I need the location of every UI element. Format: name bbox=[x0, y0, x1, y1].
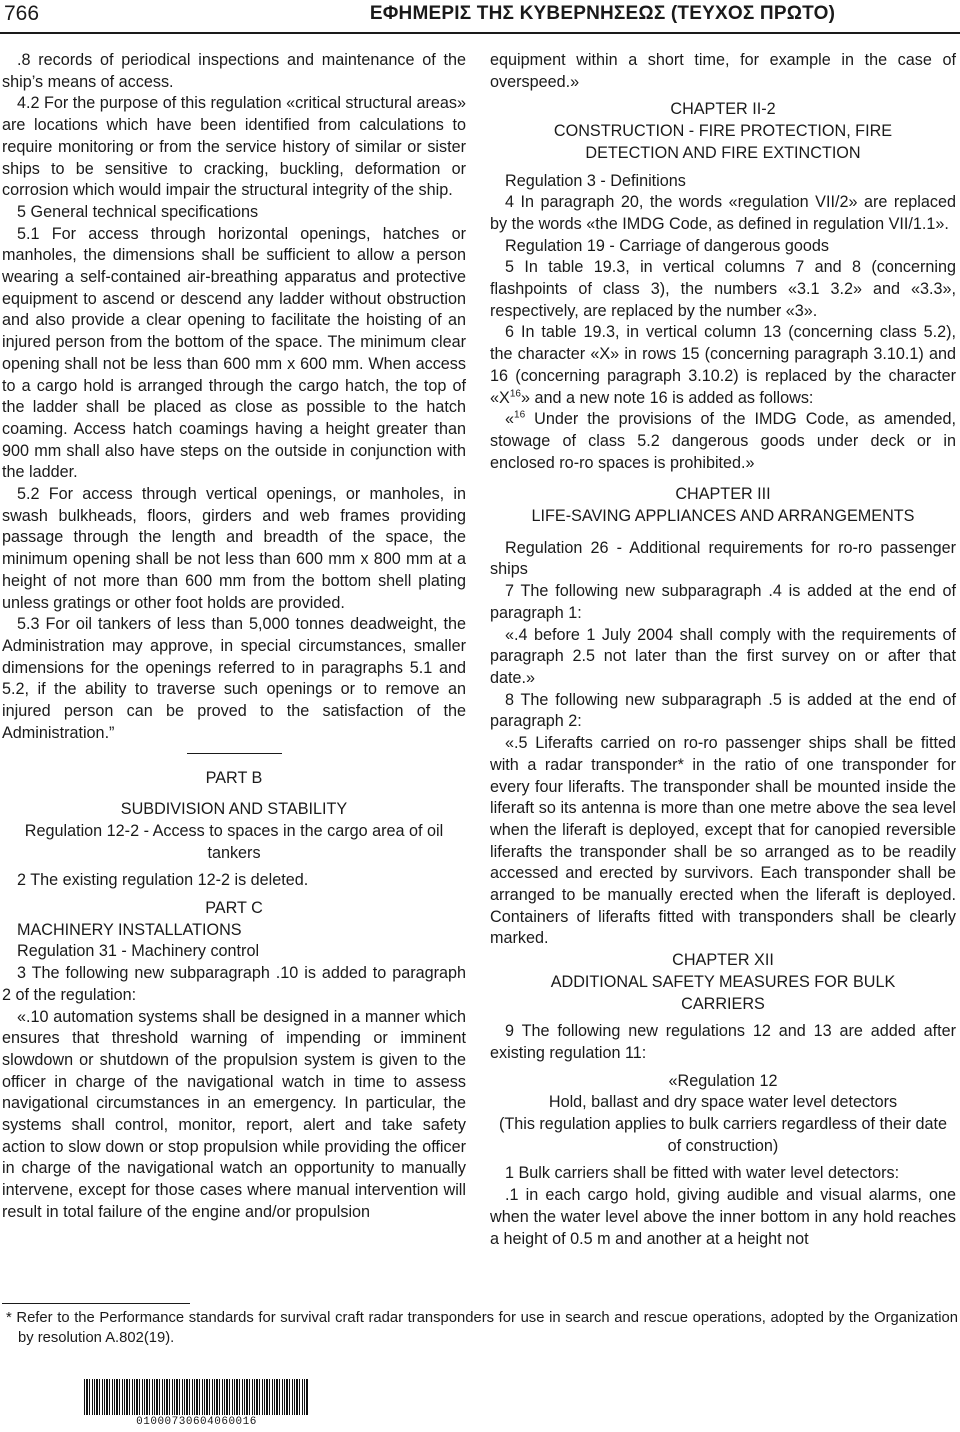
paragraph: 9 The following new regulations 12 and 13 are added after existing regulation 11: bbox=[490, 1022, 956, 1062]
regulation-heading: Regulation 3 - Definitions bbox=[505, 171, 686, 190]
footnote: * Refer to the Performance standards for survival craft radar transponders for use in search and rescue operations, adopted by the Organization by resolution A.802(19). bbox=[6, 1310, 958, 1346]
paragraph: 4 In paragraph 20, the words «regulation VII/2» are replaced by the words «the IMDG Code, as defined in regulation VII/1.1». bbox=[490, 193, 956, 233]
paragraph: 7 The following new subparagraph .4 is added at the end of paragraph 1: bbox=[490, 582, 956, 622]
paragraph: equipment within a short time, for example in the case of overspeed.» bbox=[490, 51, 956, 91]
section-heading: 5 General technical specifications bbox=[17, 202, 259, 221]
chapter-title: CONSTRUCTION - FIRE PROTECTION, FIRE DETECTION AND FIRE EXTINCTION bbox=[553, 122, 893, 162]
paragraph: «.10 automation systems shall be designed in a manner which ensures that threshold warning of impending or imminent slowdown or shutdown of the propulsion system is given to the officer in charge of the navigational watch in time to assess navigational circumstances in an emergency. In particular, the systems shall control, monitor, report, alert and take safety action to slow down or stop propulsion while providing the officer in charge of the navigational watch an opportunity to manually intervene, except for those cases where manual intervention will result in total failure of the engine and/or propulsion bbox=[2, 1007, 466, 1221]
paragraph: «.4 before 1 July 2004 shall comply with the requirements of paragraph 2.5 not later than the first survey on or after that date.» bbox=[490, 625, 956, 687]
regulation-heading: Regulation 31 - Machinery control bbox=[17, 942, 260, 961]
paragraph: 5 In table 19.3, in vertical columns 7 and 8 (concerning flashpoints of class 3), the numbers «3.1 3.2» and «3.3», respectively, are replaced by the number «3». bbox=[490, 258, 956, 320]
superscript: 16 bbox=[509, 388, 521, 400]
section-divider bbox=[187, 753, 282, 754]
header-rule bbox=[0, 32, 960, 34]
paragraph bbox=[490, 322, 956, 409]
paragraph: «.5 Liferafts carried on ro-ro passenger ships shall be fitted with a radar transponder* in the ratio of one transponder for every four liferafts. The transponder shall be mounted inside the liferaft so its antenna is more than one metre above the sea level when the liferaft is deployed, except that for canopied reversible liferafts the transponder shall be so arranged as to be readily accessed and erected by survivors. Each transponder shall be arranged to be manually erected when the liferaft is deployed. Containers of liferafts fitted with transponders shall be clearly marked. bbox=[490, 734, 956, 948]
part-title: SUBDIVISION AND STABILITY bbox=[120, 800, 348, 819]
paragraph: 1 Bulk carriers shall be fitted with water level detectors: bbox=[505, 1164, 900, 1183]
regulation-note: (This regulation applies to bulk carriers regardless of their date of construction) bbox=[498, 1115, 948, 1155]
part-heading: PART B bbox=[205, 768, 263, 787]
paragraph-text: » and a new note 16 is added as follows: bbox=[520, 388, 814, 407]
paragraph: .8 records of periodical inspections and maintenance of the ship’s means of access. bbox=[2, 51, 466, 91]
paragraph: 5.3 For oil tankers of less than 5,000 tonnes deadweight, the Administration may approve, in special circumstances, smaller dimensions for the openings referred to in paragraphs 5.1 and 5.2, if the ability to traverse such openings or to remove an injured person can be proved to the satisfaction of the Administration.” bbox=[2, 615, 466, 742]
superscript: 16 bbox=[514, 409, 526, 421]
regulation-heading: Regulation 12-2 - Access to spaces in the cargo area of oil tankers bbox=[24, 821, 444, 862]
paragraph: 5.2 For access through vertical openings, or manholes, in swash bulkheads, floors, girders and web frames providing passage through the length and breadth of the space, the minimum opening shall be not less than 600 mm x 800 mm at a height of not more than 600 mm from the bottom shell plating unless gratings or other foot holds are provided. bbox=[2, 485, 466, 612]
right-column bbox=[490, 50, 956, 1250]
paragraph-text: « bbox=[505, 410, 515, 429]
paragraph-text: Under the provisions of the IMDG Code, as amended, stowage of class 5.2 dangerous goods under deck or in enclosed ro-ro spaces is prohibited.» bbox=[490, 410, 956, 472]
paragraph: 4.2 For the purpose of this regulation «critical structural areas» are locations which have been identified from calculations to require monitoring or from the service history of similar or sister ships to be sensitive to cracking, buckling, deformation or corrosion which would impair the structural integrity of the ship. bbox=[2, 94, 466, 200]
chapter-title: ADDITIONAL SAFETY MEASURES FOR BULK CARRIERS bbox=[550, 972, 896, 1013]
paragraph: 5.1 For access through horizontal openings, hatches or manholes, the dimensions shall be sufficient to allow a person wearing a self-contained air-breathing apparatus and protective equipment to ascend or descend any ladder without obstruction and also provide a clear opening to facilitate the hoisting of an injured person from the bottom of the space. The minimum clear opening shall not be less than 600 mm x 600 mm. When access to a cargo hold is arranged through the cargo hatch, the top of the ladder shall be placed as close as possible to the hatch coaming. Access hatch coamings having a height greater than 900 mm shall also have steps on the outside in conjunction with the ladder. bbox=[2, 224, 466, 482]
paragraph: .1 in each cargo hold, giving audible and visual alarms, one when the water level above the inner bottom in any hold reaches a height of 0.5 m and another at a height not bbox=[490, 1186, 956, 1248]
regulation-title: Hold, ballast and dry space water level detectors bbox=[548, 1093, 898, 1112]
part-title: MACHINERY INSTALLATIONS bbox=[17, 920, 242, 939]
paragraph-text: 6 In table 19.3, in vertical column 13 (concerning class 5.2), the character «X» in rows 15 (concerning paragraph 3.10.1) and 16 (concerning paragraph 3.10.2) is replaced by the character «X bbox=[490, 323, 956, 407]
page-header bbox=[0, 0, 960, 34]
left-column bbox=[2, 50, 466, 1224]
page-number: 766 bbox=[4, 2, 40, 25]
paragraph bbox=[490, 409, 956, 474]
barcode-number: 01000730604060016 bbox=[136, 1416, 257, 1428]
chapter-label: CHAPTER II-2 bbox=[670, 100, 776, 119]
paragraph: 2 The existing regulation 12-2 is deleted. bbox=[17, 871, 309, 890]
regulation-heading: «Regulation 12 bbox=[668, 1071, 778, 1090]
chapter-title: LIFE-SAVING APPLIANCES AND ARRANGEMENTS bbox=[531, 507, 915, 526]
chapter-label: CHAPTER XII bbox=[672, 951, 774, 970]
paragraph: 8 The following new subparagraph .5 is added at the end of paragraph 2: bbox=[490, 690, 956, 731]
regulation-heading: Regulation 19 - Carriage of dangerous goods bbox=[505, 236, 829, 255]
journal-title: ΕΦΗΜΕΡΙΣ ΤΗΣ ΚΥΒΕΡΝΗΣΕΩΣ (ΤΕΥΧΟΣ ΠΡΩΤΟ) bbox=[369, 3, 836, 24]
part-heading: PART C bbox=[205, 899, 263, 918]
barcode bbox=[84, 1379, 309, 1415]
footnote-rule bbox=[2, 1303, 190, 1304]
chapter-label: CHAPTER III bbox=[675, 485, 771, 504]
paragraph: 3 The following new subparagraph .10 is added to paragraph 2 of the regulation: bbox=[2, 964, 466, 1004]
regulation-heading: Regulation 26 - Additional requirements for ro-ro passenger ships bbox=[490, 538, 956, 579]
